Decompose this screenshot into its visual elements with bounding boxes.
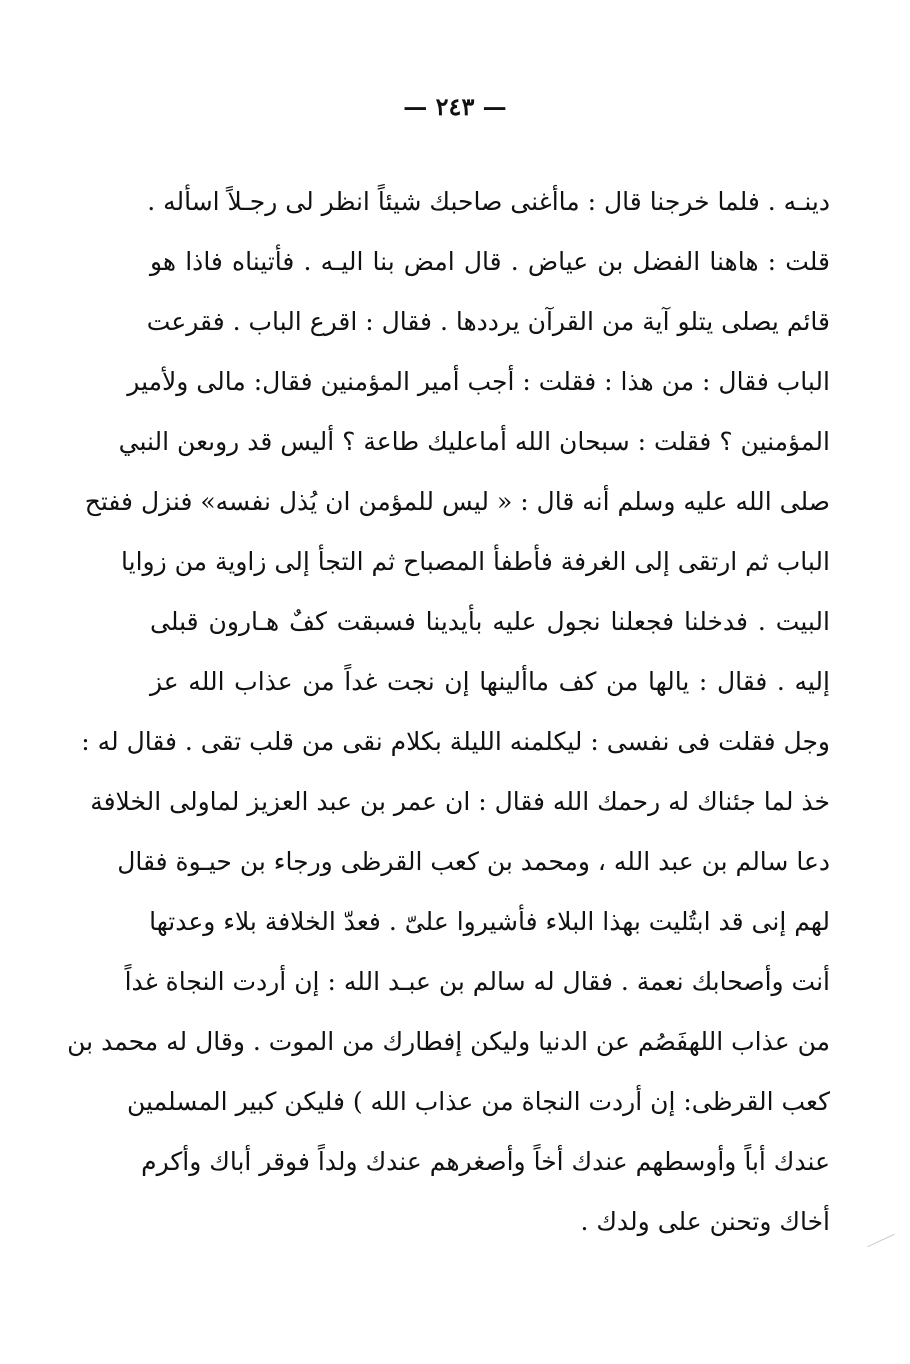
text-line: المؤمنين ؟ فقلت : سبحان الله أماعليك طاعة ؟ أليس قد روىعن النبي [118, 427, 830, 456]
text-line: الباب ثم ارتقى إلى الغرفة فأطفأ المصباح ثم التجأ إلى زاوية من زوايا [121, 547, 830, 576]
text-line: الباب فقال : من هذا : فقلت : أجب أمير المؤمنين فقال: مالى ولأمير [127, 367, 830, 396]
text-line: دينـه . فلما خرجنا قال : ماأغنى صاحبك شيئاً انظر لى رجـلاً اسأله . [147, 187, 830, 216]
text-line: صلى الله عليه وسلم أنه قال : « ليس للمؤمن ان يُذل نفسه» فنزل ففتح [84, 487, 830, 516]
text-line: البيت . فدخلنا فجعلنا نجول عليه بأيدينا فسبقت كفٌ هـارون قبلى [150, 607, 830, 636]
text-line: خذ لما جئناك له رحمك الله فقال : ان عمر بن عبد العزيز لماولى الخلافة [90, 787, 830, 816]
text-line: من عذاب اللهفَصُم عن الدنيا وليكن إفطارك من الموت . وقال له محمد بن [67, 1027, 830, 1056]
text-line: كعب القرظى: إن أردت النجاة من عذاب الله ) فليكن كبير المسلمين [127, 1087, 830, 1116]
body-text [67, 172, 830, 1252]
text-line-last: أخاك وتحنن على ولدك . [580, 1207, 830, 1236]
text-line: عندك أباً وأوسطهم عندك أخاً وأصغرهم عندك ولداً فوقر أباك وأكرم [141, 1147, 830, 1176]
margin-mark [867, 1234, 895, 1248]
text-line: إليه . فقال : يالها من كف ماألينها إن نجت غداً من عذاب الله عز [150, 667, 830, 696]
text-line: قلت : هاهنا الفضل بن عياض . قال امض بنا اليـه . فأتيناه فاذا هو [150, 247, 830, 276]
text-line: قائم يصلى يتلو آية من القرآن يرددها . فقال : اقرع الباب . فقرعت [146, 307, 830, 336]
page-number: — ٢٤٣ — [403, 92, 507, 121]
text-line: دعا سالم بن عبد الله ، ومحمد بن كعب القرظى ورجاء بن حيـوة فقال [117, 847, 830, 876]
text-line: لهم إنى قد ابتُليت بهذا البلاء فأشيروا علىّ . فعدّ الخلافة بلاء وعدتها [149, 907, 830, 936]
text-line: أنت وأصحابك نعمة . فقال له سالم بن عبـد الله : إن أردت النجاة غداً [124, 967, 830, 996]
text-line: وجل فقلت فى نفسى : ليكلمنه الليلة بكلام نقى من قلب تقى . فقال له : [81, 727, 830, 756]
